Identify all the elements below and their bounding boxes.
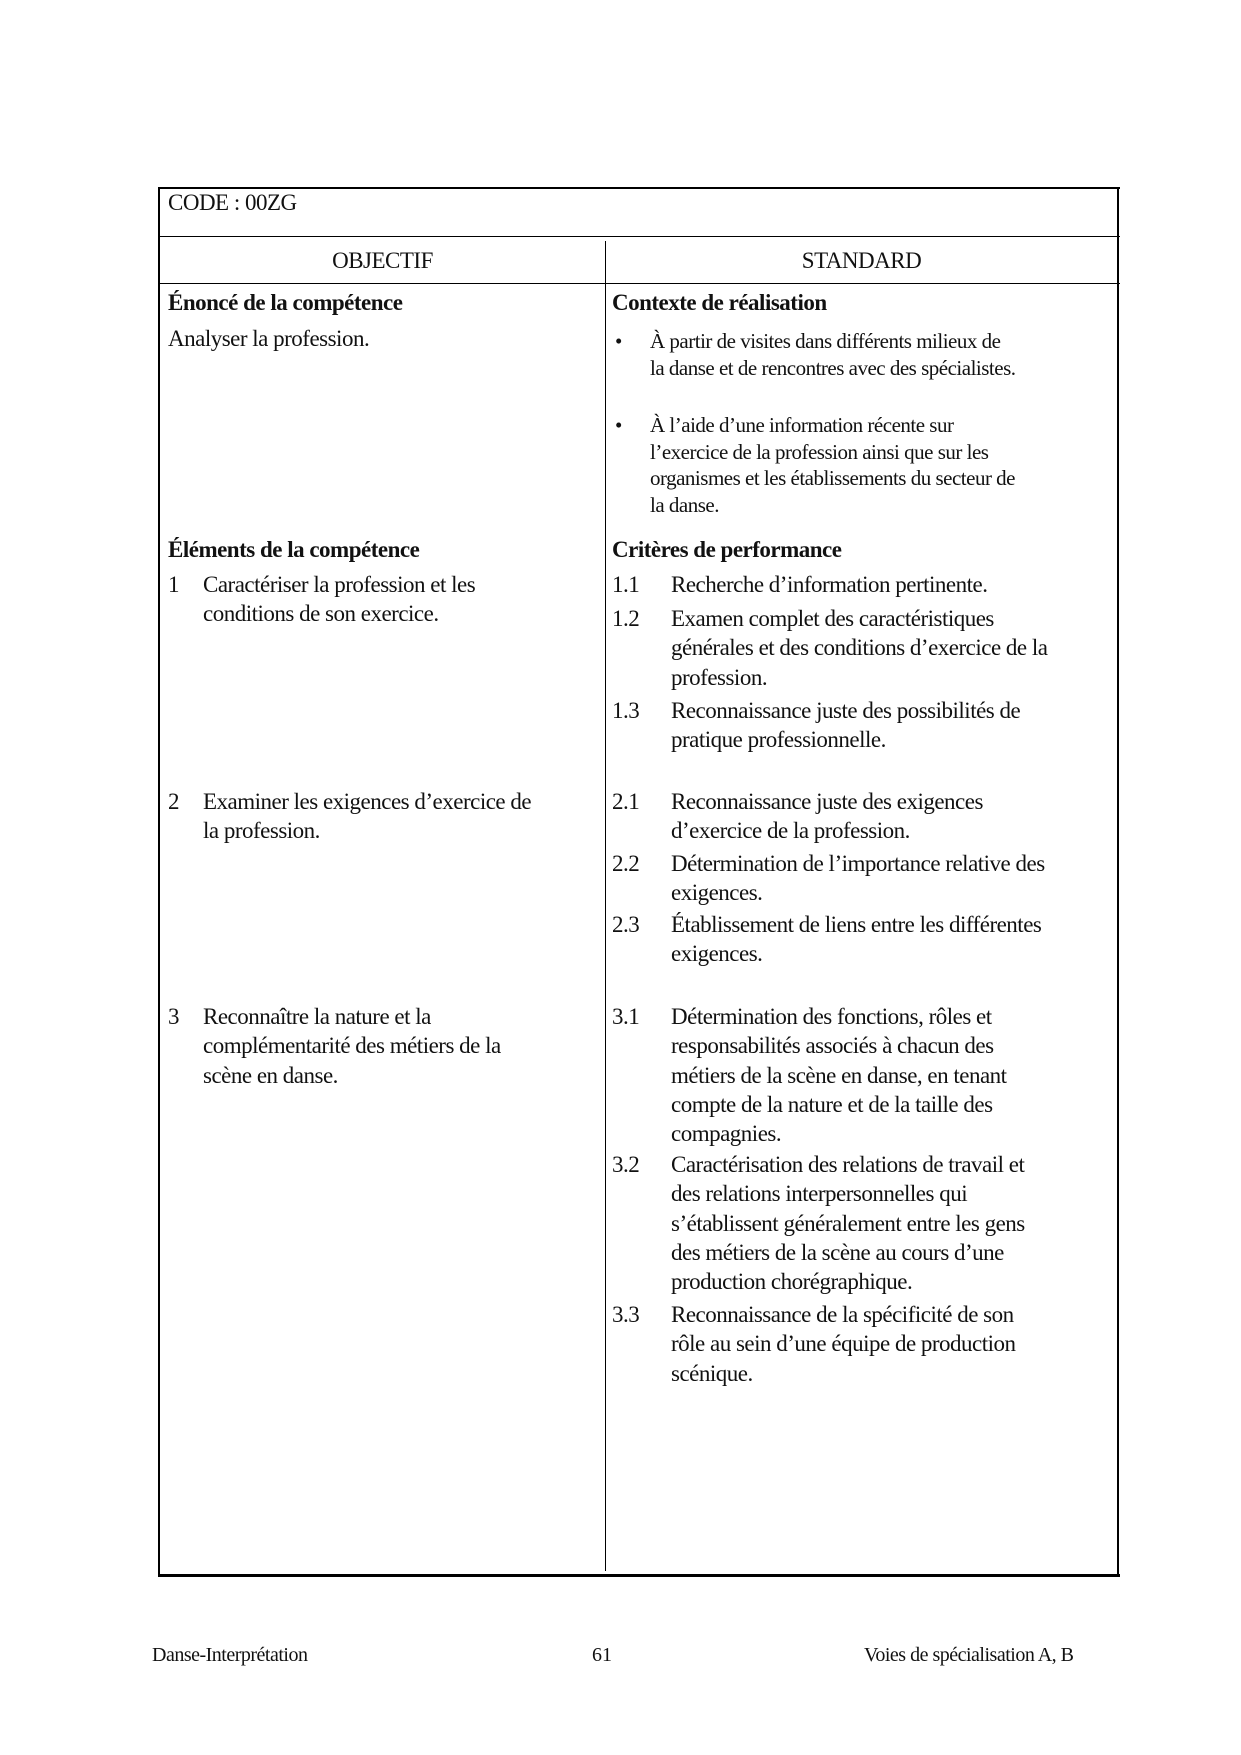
critere-text-line: scénique. [671,1360,753,1386]
footer-right: Voies de spécialisation A, B [864,1644,1074,1666]
critere-number: 1.1 [612,572,640,597]
bullet-text-line: À partir de visites dans différents milieux de [650,329,1001,353]
critere-text-line: Détermination des fonctions, rôles et [671,1004,992,1029]
critere-number: 2.3 [612,912,640,937]
critere-text-line: profession. [671,664,768,690]
critere-number: 2.1 [612,789,640,814]
critere-number: 3.2 [612,1152,640,1177]
critere-text-line: Recherche d’information pertinente. [671,572,988,597]
critere-text-line: exigences. [671,941,763,967]
critere-text-line: compte de la nature et de la taille des [671,1091,993,1117]
critere-text-line: Détermination de l’importance relative des [671,851,1045,876]
critere-text-line: pratique professionnelle. [671,727,886,753]
critere-number: 3.3 [612,1302,640,1327]
critere-text-line: compagnies. [671,1121,782,1147]
enonce-text: Analyser la profession. [168,326,370,351]
bullet-text-line: la danse. [650,492,719,517]
critere-number: 1.3 [612,698,640,723]
bullet-text-line: l’exercice de la profession ainsi que sur les [650,439,989,464]
contexte-heading: Contexte de réalisation [612,290,827,315]
critere-number: 2.2 [612,851,640,876]
critere-text-line: Reconnaissance de la spécificité de son [671,1302,1014,1327]
critere-text-line: des relations interpersonnelles qui [671,1181,968,1207]
critere-text-line: Examen complet des caractéristiques [671,606,994,631]
critere-number: 3.1 [612,1004,640,1029]
critere-text-line: Reconnaissance juste des exigences [671,789,983,814]
critere-text-line: métiers de la scène en danse, en tenant [671,1062,1007,1088]
bullet-text-line: À l’aide d’une information récente sur [650,413,954,437]
bullet-icon: • [615,329,622,353]
criteres-heading: Critères de performance [612,537,842,562]
header-row-divider [158,283,1120,284]
table-border-top [158,187,1120,189]
table-border-right [1117,187,1119,1577]
element-number: 2 [168,789,179,814]
code-label: CODE : 00ZG [168,190,297,215]
critere-text-line: rôle au sein d’une équipe de production [671,1331,1016,1357]
element-number: 3 [168,1004,179,1029]
critere-text-line: d’exercice de la profession. [671,818,910,844]
element-text-line: Caractériser la profession et les [203,572,476,597]
critere-text-line: production chorégraphique. [671,1269,913,1295]
element-number: 1 [168,572,179,597]
enonce-heading: Énoncé de la compétence [168,290,403,315]
footer-left: Danse-Interprétation [152,1644,308,1666]
element-text-line: la profession. [203,818,320,844]
bullet-text-line: organismes et les établissements du secteur de [650,466,1016,490]
header-objectif: OBJECTIF [332,248,433,273]
critere-text-line: responsabilités associés à chacun des [671,1033,994,1059]
bullet-text-line: la danse et de rencontres avec des spécialistes. [650,355,1016,380]
column-divider [605,241,606,1571]
code-row-divider [158,236,1120,237]
critere-number: 1.2 [612,606,640,631]
element-text-line: complémentarité des métiers de la [203,1033,501,1059]
element-text-line: conditions de son exercice. [203,601,439,627]
elements-heading: Éléments de la compétence [168,537,420,562]
critere-text-line: exigences. [671,880,763,906]
element-text-line: scène en danse. [203,1062,338,1088]
element-text-line: Examiner les exigences d’exercice de [203,789,532,814]
bullet-icon: • [615,413,622,437]
header-standard: STANDARD [801,248,922,273]
footer-page-number: 61 [592,1644,612,1666]
critere-text-line: des métiers de la scène au cours d’une [671,1239,1004,1265]
critere-text-line: s’établissent généralement entre les gens [671,1210,1025,1236]
table-border-bottom [158,1574,1120,1577]
critere-text-line: Reconnaissance juste des possibilités de [671,698,1021,723]
critere-text-line: Établissement de liens entre les différentes [671,912,1042,937]
table-border-left [158,187,160,1577]
element-text-line: Reconnaître la nature et la [203,1004,431,1029]
critere-text-line: générales et des conditions d’exercice de la [671,635,1048,661]
critere-text-line: Caractérisation des relations de travail et [671,1152,1025,1177]
